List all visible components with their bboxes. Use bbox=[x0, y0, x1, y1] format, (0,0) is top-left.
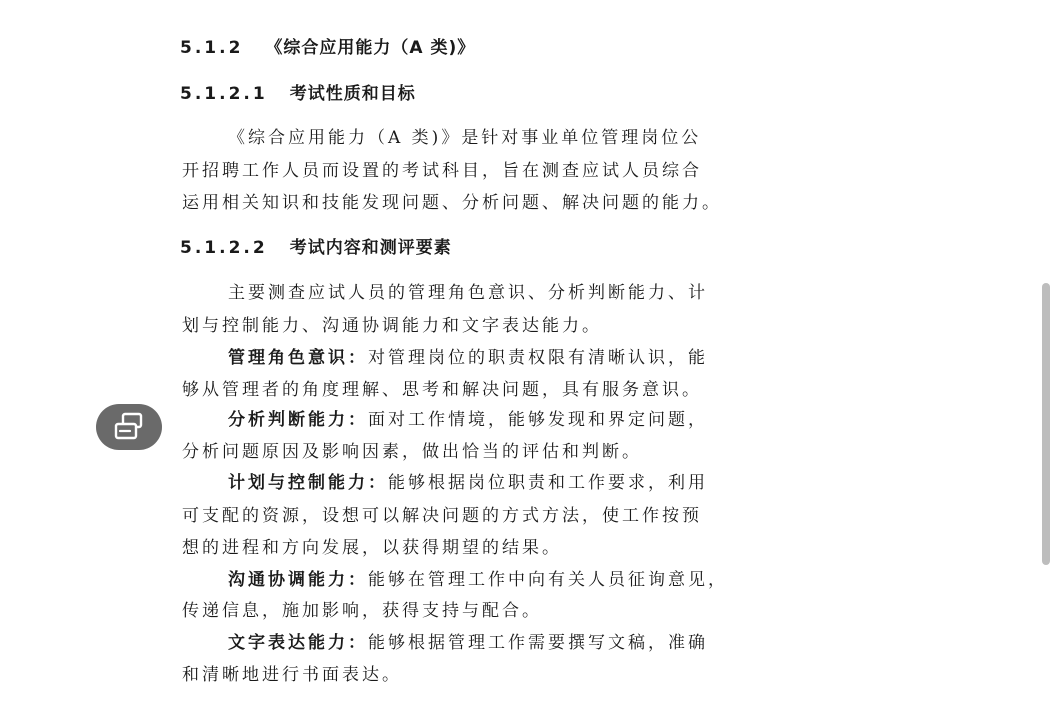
item-term: 计划与控制能力： bbox=[228, 473, 388, 493]
item-term: 分析判断能力： bbox=[228, 410, 368, 430]
item-line bbox=[228, 468, 708, 493]
subsection-number-1: 5.1.2.1 bbox=[180, 84, 268, 104]
item-term: 管理角色意识： bbox=[228, 348, 368, 368]
paragraph-line: 和清晰地进行书面表达。 bbox=[182, 665, 402, 685]
subsection-number-2: 5.1.2.2 bbox=[180, 238, 268, 258]
floating-window-button[interactable] bbox=[96, 404, 162, 450]
item-term: 沟通协调能力： bbox=[228, 570, 368, 590]
item-line bbox=[228, 405, 708, 430]
item-text: 面对工作情境，能够发现和界定问题， bbox=[368, 410, 708, 430]
vertical-scrollbar[interactable] bbox=[1042, 283, 1050, 565]
paragraph-line: 运用相关知识和技能发现问题、分析问题、解决问题的能力。 bbox=[182, 193, 722, 213]
section-number: 5.1.2 bbox=[180, 38, 244, 58]
subsection-title-2: 考试内容和测评要素 bbox=[289, 238, 452, 258]
section-heading bbox=[180, 33, 475, 58]
item-term: 文字表达能力： bbox=[228, 633, 368, 653]
section-title: 《综合应用能力（A 类)》 bbox=[265, 38, 476, 58]
paragraph-line: 《综合应用能力（A 类)》是针对事业单位管理岗位公 bbox=[228, 128, 702, 148]
item-line bbox=[228, 628, 708, 653]
paragraph-line: 划与控制能力、沟通协调能力和文字表达能力。 bbox=[182, 316, 602, 336]
item-line bbox=[228, 343, 708, 368]
item-text: 对管理岗位的职责权限有清晰认识，能 bbox=[368, 348, 708, 368]
paragraph-line: 主要测查应试人员的管理角色意识、分析判断能力、计 bbox=[228, 283, 708, 303]
subsection-title-1: 考试性质和目标 bbox=[289, 84, 416, 104]
subsection-heading-1 bbox=[180, 79, 416, 104]
item-line bbox=[228, 565, 728, 590]
item-text: 能够根据岗位职责和工作要求，利用 bbox=[388, 473, 708, 493]
paragraph-line: 可支配的资源，设想可以解决问题的方式方法，使工作按预 bbox=[182, 506, 702, 526]
paragraph-line: 够从管理者的角度理解、思考和解决问题，具有服务意识。 bbox=[182, 380, 702, 400]
paragraph-line: 开招聘工作人员而设置的考试科目，旨在测查应试人员综合 bbox=[182, 161, 702, 181]
subsection-heading-2 bbox=[180, 233, 452, 258]
item-text: 能够在管理工作中向有关人员征询意见， bbox=[368, 570, 728, 590]
item-text: 能够根据管理工作需要撰写文稿，准确 bbox=[368, 633, 708, 653]
window-restore-icon bbox=[112, 411, 146, 443]
paragraph-line: 想的进程和方向发展，以获得期望的结果。 bbox=[182, 538, 562, 558]
paragraph-line: 传递信息，施加影响，获得支持与配合。 bbox=[182, 601, 542, 621]
paragraph-line: 分析问题原因及影响因素，做出恰当的评估和判断。 bbox=[182, 442, 642, 462]
